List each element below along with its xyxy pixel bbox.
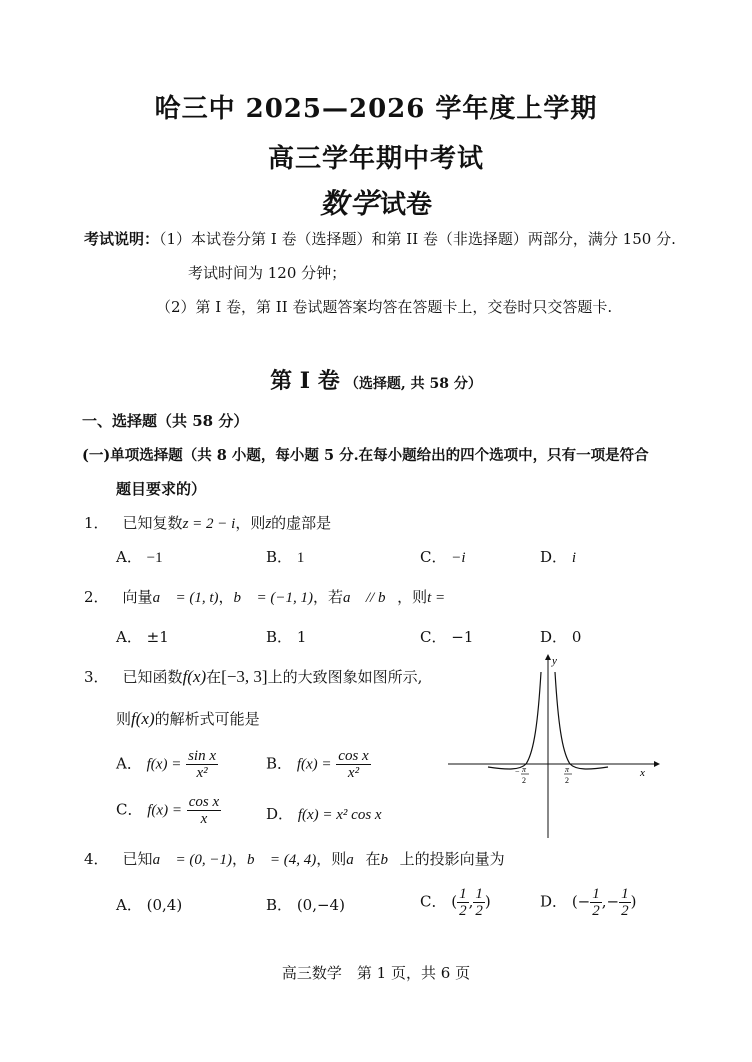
x-axis-arrow <box>654 761 660 767</box>
stem-math: a⃗ = (1, t) <box>152 590 219 606</box>
question-number: 4． <box>84 850 109 868</box>
option-label: C． <box>420 628 447 646</box>
option-fraction <box>187 794 221 827</box>
option-3b <box>266 748 371 781</box>
option-2c <box>420 626 473 647</box>
option-label: C． <box>116 800 143 819</box>
instructions-label: 考试说明： <box>84 230 160 248</box>
stem-math: z̄ <box>265 516 272 532</box>
option-2d <box>540 626 581 647</box>
stem-text: 在 <box>206 668 222 686</box>
stem-text: 的解析式可能是 <box>154 710 260 728</box>
option-text: −1 <box>451 628 474 646</box>
stem-text: ，则 <box>235 514 266 532</box>
section-title-sub: （选择题, 共 58 分） <box>344 376 482 392</box>
option-label: D． <box>266 805 294 823</box>
fraction-denominator: x² <box>196 765 208 781</box>
y-axis-arrow <box>545 654 551 660</box>
option-text: f(x) = x² cos x <box>297 807 382 823</box>
question-number: 3． <box>84 668 109 686</box>
option-text: , <box>468 892 474 911</box>
fraction-numerator: 1 <box>475 886 483 902</box>
fraction-numerator: 1 <box>621 886 629 902</box>
fraction-numerator: sin x <box>188 748 217 764</box>
part-heading: 一、选择题（共 58 分） <box>82 412 249 430</box>
option-text: i <box>571 550 576 566</box>
stem-text: 已知函数 <box>122 668 183 686</box>
section-title-main: 第 I 卷 <box>270 368 340 394</box>
option-text: 1 <box>296 550 305 566</box>
option-text: (0,4) <box>146 896 183 914</box>
option-label: A． <box>116 754 142 773</box>
stem-text: ，则 <box>316 850 347 868</box>
option-4d <box>540 886 636 919</box>
sub-heading-line2: 题目要求的） <box>116 480 207 498</box>
option-text: 1 <box>296 628 307 646</box>
question-1-stem <box>84 512 331 533</box>
instructions-item2: （2）第 I 卷，第 II 卷试题答案均答在答题卡上，交卷时只交答题卡. <box>156 298 613 316</box>
option-4b <box>266 894 345 915</box>
stem-math: f(x) <box>131 709 155 728</box>
exam-title-subject <box>0 182 752 222</box>
function-graph <box>448 652 660 842</box>
fraction-numerator: cos x <box>188 794 220 810</box>
option-3a <box>116 748 218 781</box>
fraction-numerator: 1 <box>459 886 467 902</box>
stem-math: a⃗ // b⃗ <box>342 590 398 606</box>
stem-math: a⃗ = (0, −1) <box>152 852 232 868</box>
option-fraction <box>619 886 631 919</box>
option-4c <box>420 886 491 919</box>
stem-math: [−3, 3] <box>221 667 268 686</box>
question-3-stem <box>84 666 422 687</box>
question-2-stem <box>84 586 445 607</box>
option-1c <box>420 546 466 567</box>
option-fraction <box>336 748 370 781</box>
option-1d <box>540 546 576 567</box>
stem-text: 向量 <box>122 588 153 606</box>
option-3c <box>116 794 221 827</box>
tick-numerator: π <box>565 765 570 774</box>
option-lhs: f(x) = <box>147 802 182 819</box>
option-label: A． <box>116 548 142 566</box>
option-label: A． <box>116 628 142 646</box>
page-footer: 高三数学 第 1 页，共 6 页 <box>281 964 471 982</box>
option-text: −1 <box>146 550 163 566</box>
stem-text: 的虚部是 <box>271 514 332 532</box>
option-lhs: f(x) = <box>146 756 182 773</box>
stem-text: 则 <box>116 710 132 728</box>
option-lhs: f(x) = <box>296 756 332 773</box>
fraction-numerator: 1 <box>592 886 600 902</box>
option-1b <box>266 546 304 567</box>
stem-math: b⃗ <box>380 852 400 868</box>
section-title <box>0 364 752 395</box>
option-label: A． <box>116 896 142 914</box>
tick-denominator: 2 <box>565 776 569 785</box>
stem-text: 已知 <box>122 850 153 868</box>
x-axis-label: x <box>640 767 645 779</box>
instructions-line1 <box>84 228 676 249</box>
question-number: 1． <box>84 514 109 532</box>
option-text: ) <box>630 892 637 911</box>
option-fraction <box>186 748 218 781</box>
exam-title-name: 高三学年期中考试 <box>267 144 484 174</box>
instructions-item1: （1）本试卷分第 I 卷（选择题）和第 II 卷（非选择题）两部分，满分 150 分. <box>159 230 676 248</box>
stem-text: 上的投影向量为 <box>399 850 505 868</box>
option-fraction <box>473 886 485 919</box>
option-text: (− <box>571 892 591 911</box>
option-text: (0,−4) <box>296 896 345 914</box>
option-label: D． <box>540 628 568 646</box>
stem-text: 已知复数 <box>122 514 183 532</box>
stem-math: b⃗ = (4, 4) <box>246 852 317 868</box>
stem-math: f(x) <box>182 667 207 686</box>
curve-right-branch <box>555 672 608 769</box>
option-3d <box>266 803 382 824</box>
fraction-denominator: 2 <box>459 903 467 919</box>
option-label: C． <box>420 892 447 911</box>
question-number: 2． <box>84 588 109 606</box>
tick-pi-over-2 <box>564 765 572 785</box>
fraction-denominator: x <box>200 811 208 827</box>
curve-left-branch <box>488 672 541 769</box>
question-4-stem <box>84 848 505 869</box>
option-label: B． <box>266 548 293 566</box>
option-label: B． <box>266 628 293 646</box>
tick-sign: − <box>515 767 520 776</box>
stem-text: ， <box>231 850 247 868</box>
option-2b <box>266 626 306 647</box>
option-label: C． <box>420 548 447 566</box>
option-text: ,− <box>601 892 620 911</box>
stem-math: a⃗ <box>346 852 366 868</box>
fraction-denominator: x² <box>347 765 360 781</box>
stem-text: ， <box>218 588 234 606</box>
sub-heading-line1: (一)单项选择题（共 8 小题，每小题 5 分.在每小题给出的四个选项中，只有一项是符合 <box>82 447 649 464</box>
stem-math: t = <box>427 590 446 606</box>
tick-numerator: π <box>522 765 527 774</box>
tick-neg-pi-over-2 <box>515 765 529 785</box>
stem-text: ，则 <box>397 588 428 606</box>
option-text: ( <box>451 892 458 911</box>
option-label: B． <box>266 754 293 773</box>
option-1a <box>116 546 163 567</box>
stem-math: b⃗ = (−1, 1) <box>233 590 313 606</box>
option-label: D． <box>540 548 568 566</box>
tick-denominator: 2 <box>522 776 526 785</box>
option-text: ) <box>484 892 491 911</box>
option-label: B． <box>266 896 293 914</box>
option-fraction <box>590 886 602 919</box>
option-4a <box>116 894 182 915</box>
option-2a <box>116 626 169 647</box>
question-3-stem-line2 <box>116 708 260 729</box>
subject-art-text: 数学 <box>319 187 380 220</box>
fraction-numerator: cos x <box>338 748 369 764</box>
option-text: −i <box>451 550 466 566</box>
fraction-denominator: 2 <box>621 903 629 919</box>
option-text: 0 <box>571 628 582 646</box>
stem-text: 在 <box>365 850 381 868</box>
stem-math: z = 2 − i <box>182 516 236 532</box>
subject-rest-text: 试卷 <box>380 190 433 220</box>
option-label: D． <box>540 892 568 911</box>
fraction-denominator: 2 <box>592 903 600 919</box>
exam-title-school: 哈三中 2025—2026 学年度上学期 <box>154 94 598 124</box>
stem-text: ，若 <box>312 588 343 606</box>
fraction-denominator: 2 <box>475 903 483 919</box>
option-fraction <box>457 886 469 919</box>
instructions-item1-cont: 考试时间为 120 分钟； <box>188 264 347 282</box>
y-axis-label: y <box>552 655 557 667</box>
option-text: ±1 <box>146 628 169 646</box>
stem-text: 上的大致图象如图所示, <box>267 668 423 686</box>
